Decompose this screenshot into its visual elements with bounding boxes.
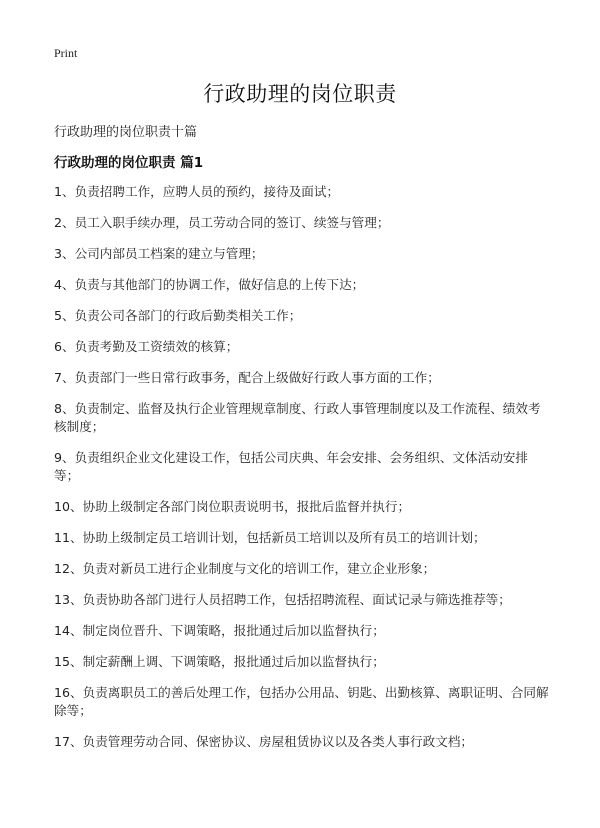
list-item: 17、负责管理劳动合同、保密协议、房屋租赁协议以及各类人事行政文档； [54, 734, 474, 749]
document-subtitle: 行政助理的岗位职责十篇 [54, 125, 198, 140]
list-item: 10、协助上级制定各部门岗位职责说明书，报批后监督并执行； [54, 499, 411, 514]
page-title: 行政助理的岗位职责 [203, 82, 397, 106]
list-item: 2、员工入职手续办理，员工劳动合同的签订、续签与管理； [54, 215, 390, 230]
list-item: 14、制定岗位晋升、下调策略，报批通过后加以监督执行； [54, 623, 385, 638]
list-item: 15、制定薪酬上调、下调策略，报批通过后加以监督执行； [54, 654, 385, 669]
list-item: 1、负责招聘工作，应聘人员的预约，接待及面试； [54, 184, 340, 199]
list-item: 11、协助上级制定员工培训计划，包括新员工培训以及所有员工的培训计划； [54, 530, 486, 545]
list-item: 16、负责离职员工的善后处理工作，包括办公用品、钥匙、出勤核算、离职证明、合同解除等； [54, 685, 549, 718]
list-item: 7、负责部门一些日常行政事务，配合上级做好行政人事方面的工作； [54, 370, 440, 385]
list-item: 9、负责组织企业文化建设工作，包括公司庆典、年会安排、会务组织、文体活动安排等； [54, 450, 528, 483]
list-item: 3、公司内部员工档案的建立与管理； [54, 246, 264, 261]
list-item: 5、负责公司各部门的行政后勤类相关工作； [54, 308, 302, 323]
print-label: Print [54, 46, 78, 60]
list-item: 12、负责对新员工进行企业制度与文化的培训工作，建立企业形象； [54, 561, 436, 576]
section-heading: 行政助理的岗位职责 篇1 [54, 155, 204, 171]
list-item: 13、负责协助各部门进行人员招聘工作，包括招聘流程、面试记录与筛选推荐等； [54, 592, 511, 607]
list-item: 8、负责制定、监督及执行企业管理规章制度、行政人事管理制度以及工作流程、绩效考核制度； [54, 401, 541, 434]
list-item: 6、负责考勤及工资绩效的核算； [54, 339, 239, 354]
duties-list [54, 183, 550, 764]
list-item: 4、负责与其他部门的协调工作，做好信息的上传下达； [54, 277, 365, 292]
